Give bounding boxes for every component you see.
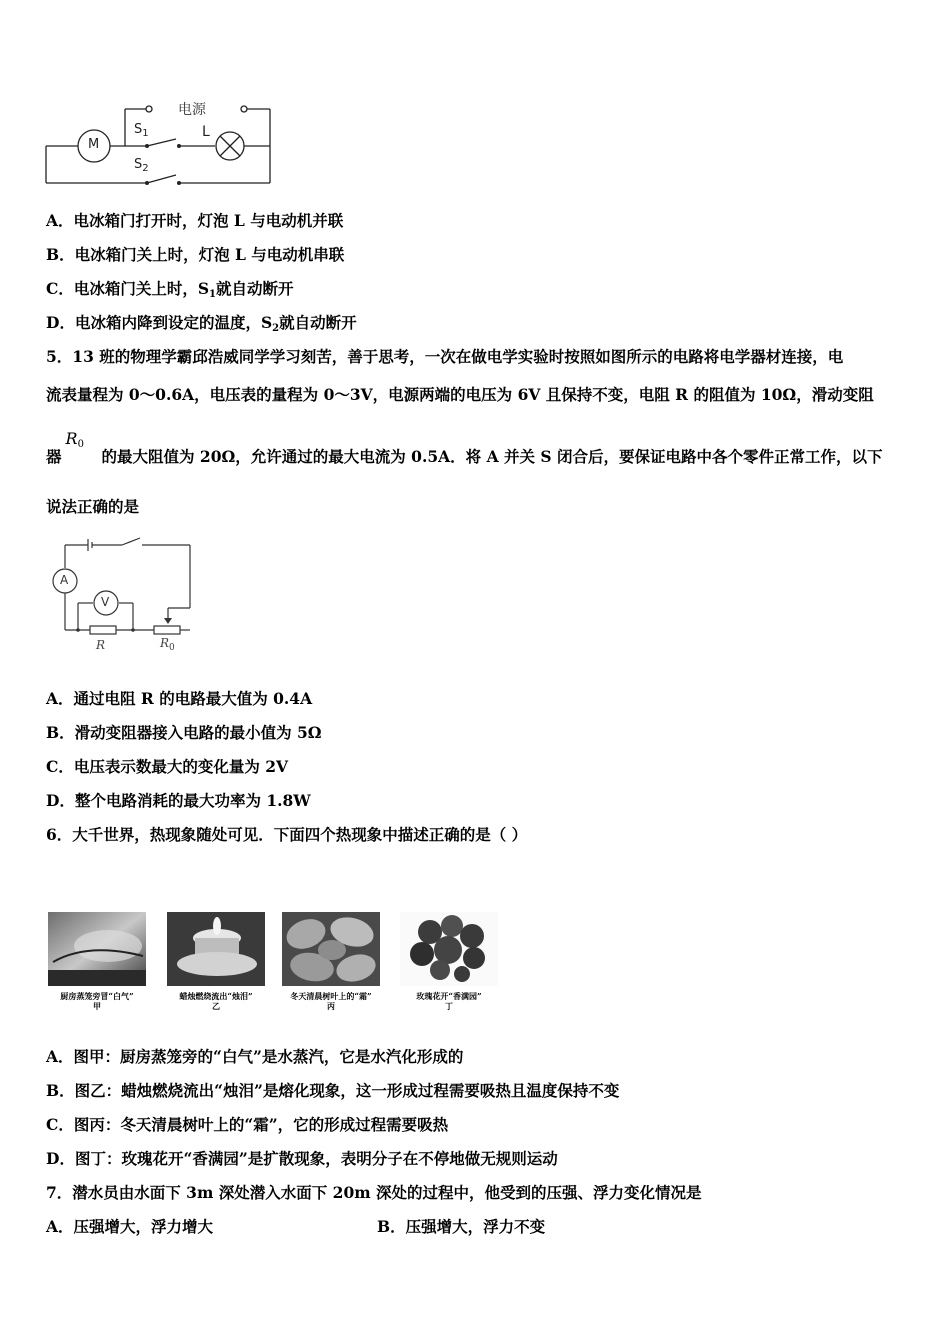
q4-option-b: B．电冰箱门关上时，灯泡 L 与电动机串联 bbox=[46, 245, 345, 264]
photo-caption-candle: 蜡烛燃烧流出“烛泪” 乙 bbox=[179, 991, 253, 1011]
q5-stem-line2: 流表量程为 0～0.6A，电压表的量程为 0～3V，电源两端的电压为 6V 且保持不变，电阻 R 的阻值为 10Ω，滑动变阻 bbox=[46, 385, 874, 404]
photo-steamer-image bbox=[48, 912, 146, 986]
photo-caption-rose: 玫瑰花开“香满园” 丁 bbox=[416, 991, 482, 1011]
q6-option-d: D．图丁：玫瑰花开“香满园”是扩散现象，表明分子在不停地做无规则运动 bbox=[46, 1149, 558, 1168]
lamp-label: L bbox=[202, 124, 210, 140]
photo-frost-image bbox=[282, 912, 380, 986]
q5-stem-line4: 说法正确的是 bbox=[46, 497, 140, 516]
q7-option-a: A．压强增大，浮力增大 bbox=[46, 1217, 214, 1236]
photo-rose-image bbox=[400, 912, 498, 986]
q6-stem: 6．大千世界，热现象随处可见．下面四个热现象中描述正确的是（ ） bbox=[46, 825, 528, 844]
s1-label: $S_1$ bbox=[134, 122, 149, 139]
fridge-circuit-diagram bbox=[40, 95, 280, 190]
q7-option-b: B．压强增大，浮力不变 bbox=[377, 1217, 546, 1236]
ammeter-label: A bbox=[60, 573, 69, 587]
q6-option-b: B．图乙：蜡烛燃烧流出“烛泪”是熔化现象，这一形成过程需要吸热且温度保持不变 bbox=[46, 1081, 620, 1100]
q5-stem-line3: 器 $R_0$ 的最大阻值为 20Ω，允许通过的最大电流为 0.5A．将 A 并关 S 闭合后，要保证电路中各个零件正常工作，以下 bbox=[46, 429, 883, 466]
q5-stem-line1: 5．13 班的物理学霸邱浩威同学学习刻苦，善于思考，一次在做电学实验时按照如图所示的电路将电学器材连接，电 bbox=[46, 347, 844, 366]
r0-symbol: $R_0$ bbox=[65, 429, 84, 450]
q4-option-a: A．电冰箱门打开时，灯泡 L 与电动机并联 bbox=[46, 211, 344, 230]
q5-option-c: C．电压表示数最大的变化量为 2V bbox=[46, 757, 289, 776]
rheostat-r0-label: $R_0$ bbox=[160, 636, 175, 653]
q5-option-a: A．通过电阻 R 的电路最大值为 0.4A bbox=[46, 689, 313, 708]
voltmeter-label: V bbox=[101, 595, 110, 609]
q6-option-a: A．图甲：厨房蒸笼旁的“白气”是水蒸汽，它是水汽化形成的 bbox=[46, 1047, 464, 1066]
photo-caption-steamer: 厨房蒸笼旁冒“白气” 甲 bbox=[60, 991, 134, 1011]
q5-circuit-diagram bbox=[40, 535, 200, 660]
q6-option-c: C．图丙：冬天清晨树叶上的“霜”，它的形成过程需要吸热 bbox=[46, 1115, 449, 1134]
power-label: 电源 bbox=[178, 102, 206, 118]
q4-option-c: C．电冰箱门关上时，$S_1$就自动断开 bbox=[46, 279, 294, 300]
motor-label: M bbox=[88, 137, 100, 152]
q5-option-b: B．滑动变阻器接入电路的最小值为 5Ω bbox=[46, 723, 322, 742]
s2-label: $S_2$ bbox=[134, 157, 149, 174]
q5-option-d: D．整个电路消耗的最大功率为 1.8W bbox=[46, 791, 311, 810]
q7-stem: 7．潜水员由水面下 3m 深处潜入水面下 20m 深处的过程中，他受到的压强、浮力变化情况是 bbox=[46, 1183, 702, 1202]
q4-option-d: D．电冰箱内降到设定的温度，$S_2$就自动断开 bbox=[46, 313, 357, 334]
photo-candle-image bbox=[167, 912, 265, 986]
photo-caption-frost: 冬天清晨树叶上的“霜” 丙 bbox=[290, 991, 372, 1011]
resistor-r-label: R bbox=[96, 638, 106, 652]
